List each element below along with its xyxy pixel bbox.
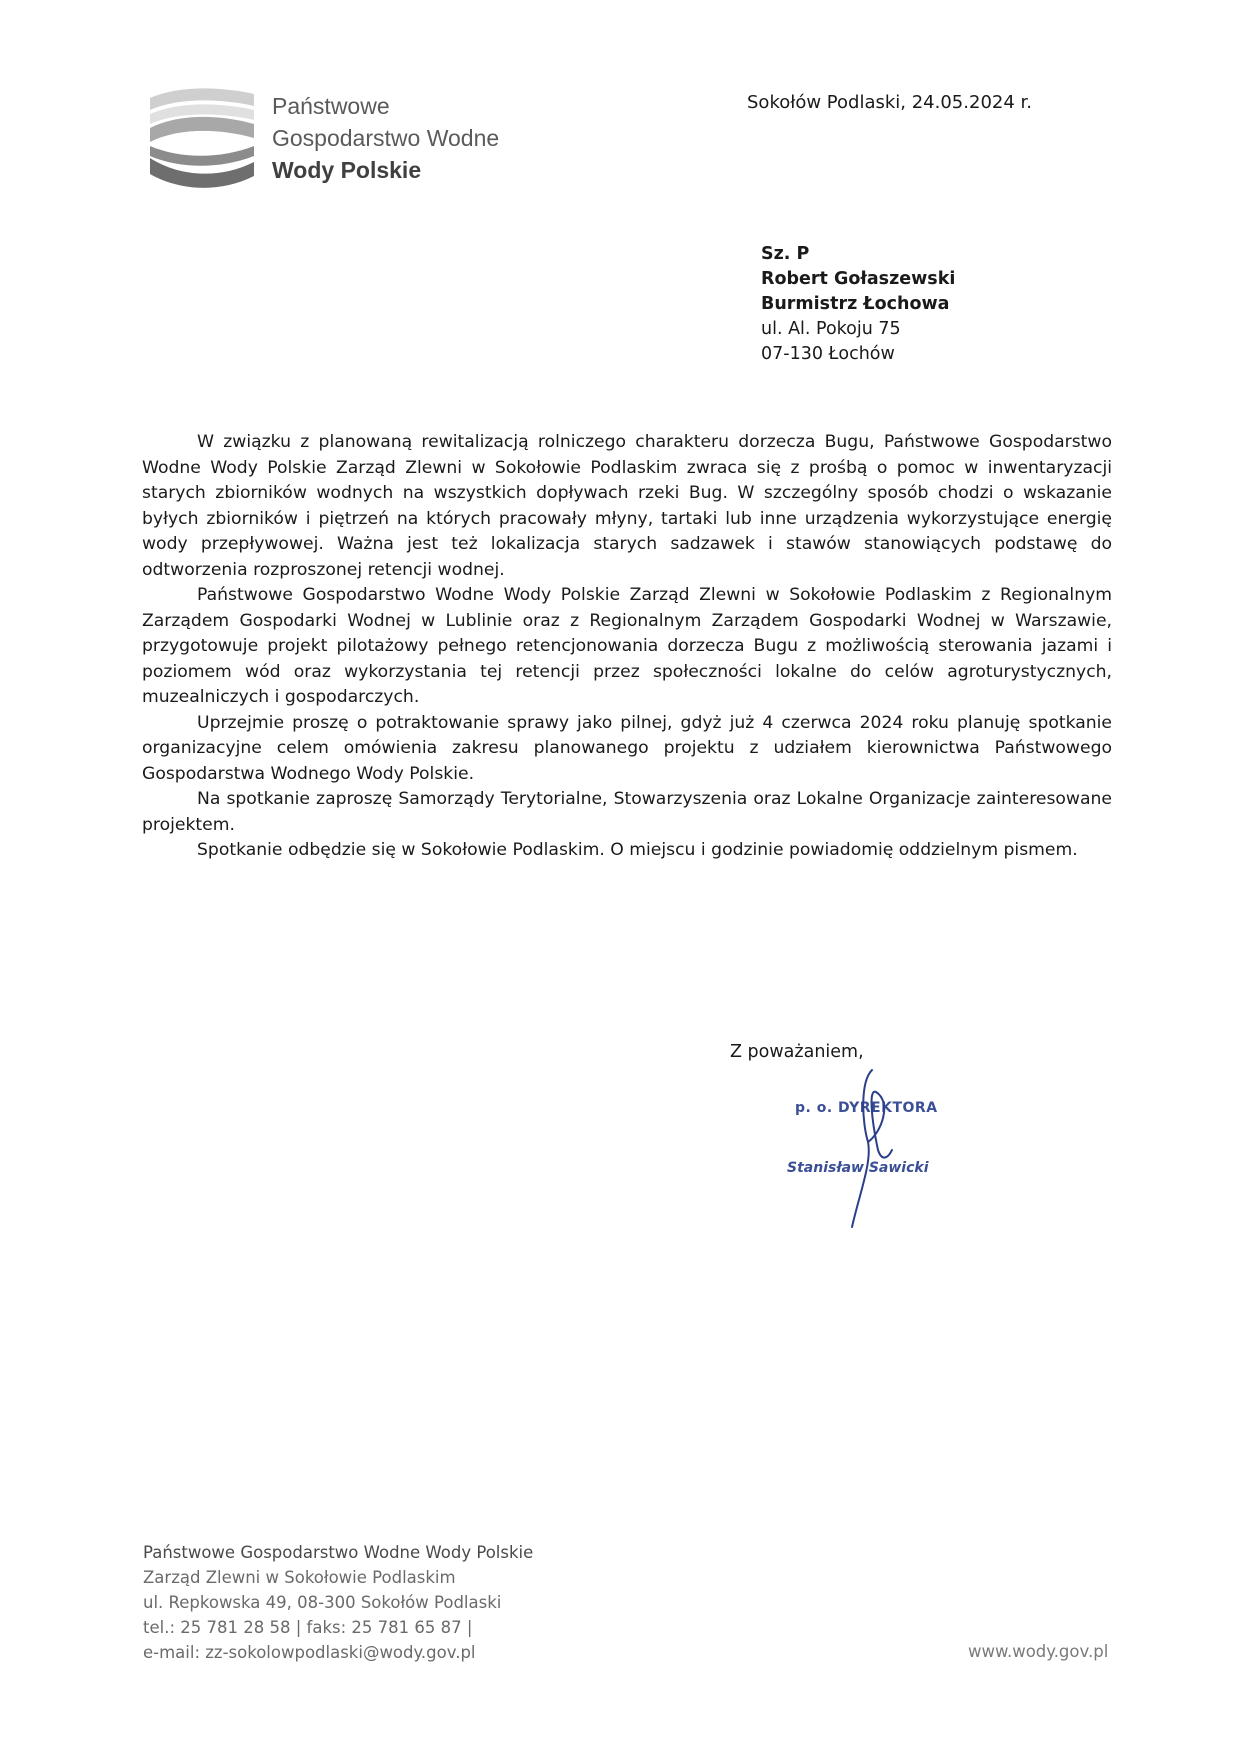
handwritten-signature-icon bbox=[832, 1062, 902, 1232]
body-paragraph-2: Państwowe Gospodarstwo Wodne Wody Polskie Zarząd Zlewni w Sokołowie Podlaskim z Regionalnym Zarządem Gospodarki Wodnej w Lublinie oraz z Regionalnym Zarządem Gospodarki Wodnej w Warszawie, przygotowuje projekt pilotażowy pełnego retencjonowania dorzecza Bugu z możliwością sterowania jazami i poziomem wód oraz wykorzystania tej retencji przez społeczności lokalne do celów agroturystycznych, muzealniczych i gospodarczych. bbox=[142, 585, 1112, 707]
logo-line-1: Państwowe bbox=[272, 93, 390, 119]
recipient-street: ul. Al. Pokoju 75 bbox=[761, 319, 901, 339]
footer-website-link[interactable]: www.wody.gov.pl bbox=[968, 1642, 1109, 1661]
recipient-name: Robert Gołaszewski bbox=[761, 269, 956, 289]
stamp-name: Stanisław Sawicki bbox=[787, 1160, 929, 1176]
logo bbox=[148, 84, 528, 194]
recipient-block bbox=[761, 242, 955, 367]
recipient-city: 07-130 Łochów bbox=[761, 344, 895, 364]
footer-unit: Zarząd Zlewni w Sokołowie Podlaskim bbox=[143, 1568, 456, 1587]
recipient-title: Burmistrz Łochowa bbox=[761, 294, 950, 314]
logo-line-2: Gospodarstwo Wodne bbox=[272, 125, 500, 151]
body-paragraph-3: Uprzejmie proszę o potraktowanie sprawy jako pilnej, gdyż już 4 czerwca 2024 roku planuję spotkanie organizacyjne celem omówienia zakresu planowanego projektu z udziałem kierownictwa Państwowego Gospodarstwa Wodnego Wody Polskie. bbox=[142, 712, 1112, 784]
letter-body bbox=[142, 430, 1112, 864]
recipient-salutation: Sz. P bbox=[761, 244, 810, 264]
letter-date: Sokołów Podlaski, 24.05.2024 r. bbox=[747, 92, 1032, 113]
logo-line-3: Wody Polskie bbox=[272, 157, 422, 183]
body-paragraph-1: W związku z planowaną rewitalizacją rolniczego charakteru dorzecza Bugu, Państwowe Gospodarstwo Wodne Wody Polskie Zarząd Zlewni w Sokołowie Podlaskim zwraca się z prośbą o pomoc w inwentaryzacji starych zbiorników wodnych na wszystkich dopływach rzeki Bug. W szczególny sposób chodzi o wskazanie byłych zbiorników i piętrzeń na których pracowały młyny, tartaki lub inne urządzenia wykorzystujące energię wody przepływowej. Ważna jest też lokalizacja starych sadzawek i stawów stanowiących podstawę do odtworzenia rozproszonej retencji wodnej. bbox=[142, 432, 1112, 580]
body-paragraph-4: Na spotkanie zaproszę Samorządy Terytorialne, Stowarzyszenia oraz Lokalne Organizacje zainteresowane projektem. bbox=[142, 789, 1112, 835]
footer-address: ul. Repkowska 49, 08-300 Sokołów Podlaski bbox=[143, 1593, 502, 1612]
footer-phone: tel.: 25 781 28 58 | faks: 25 781 65 87 | bbox=[143, 1618, 473, 1637]
footer-email: e-mail: zz-sokolowpodlaski@wody.gov.pl bbox=[143, 1643, 476, 1662]
footer-org: Państwowe Gospodarstwo Wodne Wody Polskie bbox=[143, 1543, 534, 1562]
stamp-role: p. o. DYREKTORA bbox=[795, 1100, 938, 1116]
footer-contact bbox=[143, 1540, 533, 1665]
closing-phrase: Z poważaniem, bbox=[730, 1042, 864, 1062]
logo-text bbox=[272, 90, 499, 186]
body-paragraph-5: Spotkanie odbędzie się w Sokołowie Podlaskim. O miejscu i godzinie powiadomię oddzielnym pismem. bbox=[197, 840, 1078, 860]
wody-polskie-wave-icon bbox=[148, 84, 256, 194]
